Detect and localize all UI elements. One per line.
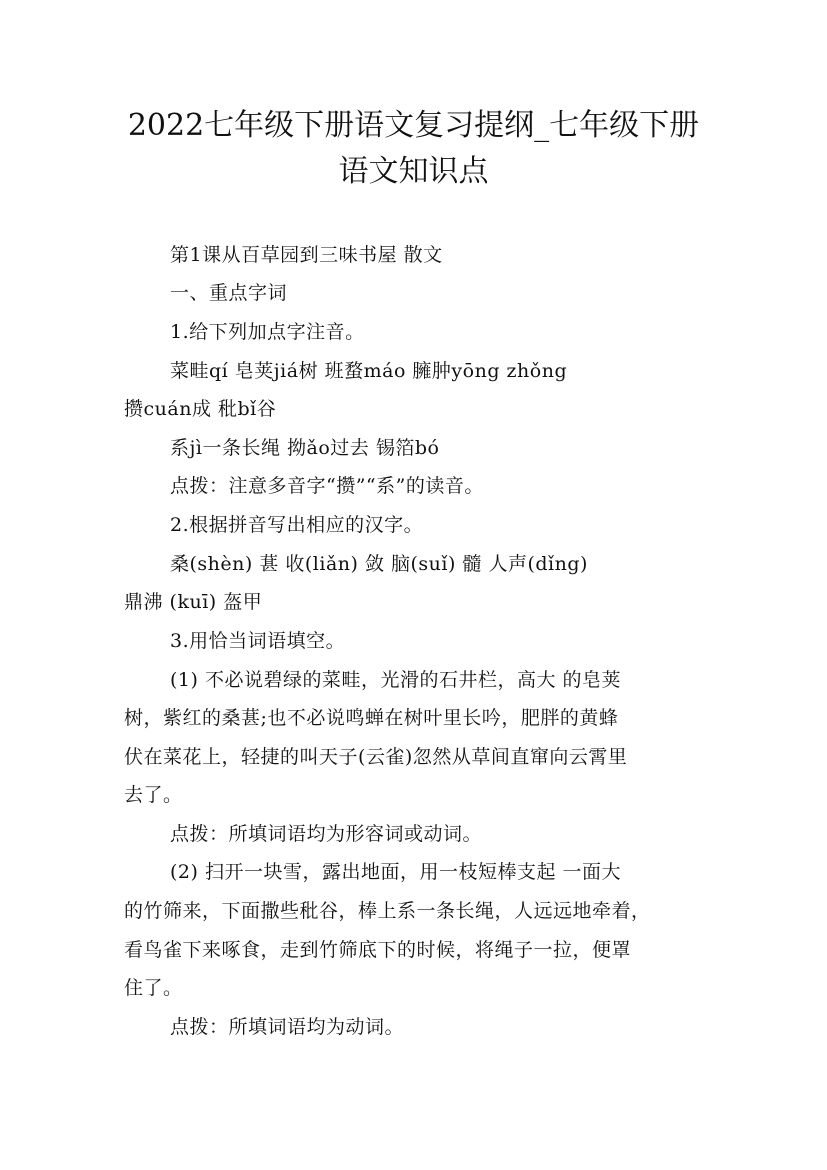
document-title-line-2: 语文知识点 bbox=[338, 154, 489, 189]
exercise-heading-1: 1.给下列加点字注音。 bbox=[170, 321, 365, 343]
passage-1-line-1: (1) 不必说碧绿的菜畦，光滑的石井栏，高大 的皂荚 bbox=[170, 669, 621, 691]
section-heading: 一、重点字词 bbox=[170, 282, 288, 304]
tip-line-2: 点拨：所填词语均为形容词或动词。 bbox=[170, 823, 483, 845]
hanzi-line-2: 鼎沸 (kuī) 盔甲 bbox=[124, 591, 263, 613]
tip-line-3: 点拨：所填词语均为动词。 bbox=[170, 1016, 405, 1038]
passage-1-line-4: 去了。 bbox=[124, 784, 183, 806]
passage-2-line-4: 住了。 bbox=[124, 977, 183, 999]
pinyin-line-2: 攒cuán成 秕bǐ谷 bbox=[124, 398, 277, 420]
passage-2-line-1: (2) 扫开一块雪，露出地面，用一枝短棒支起 一面大 bbox=[170, 861, 621, 883]
pinyin-line-3: 系jì一条长绳 拗ǎo过去 锡箔bó bbox=[170, 437, 440, 459]
tip-line-1: 点拨：注意多音字“攒”“系”的读音。 bbox=[170, 475, 484, 497]
exercise-heading-3: 3.用恰当词语填空。 bbox=[170, 630, 346, 652]
passage-1-line-2: 树，紫红的桑葚;也不必说鸣蝉在树叶里长吟，肥胖的黄蜂 bbox=[124, 707, 619, 729]
hanzi-line-1: 桑(shèn) 葚 收(liǎn) 敛 脑(suǐ) 髓 人声(dǐng) bbox=[170, 553, 588, 575]
passage-2-line-3: 看鸟雀下来啄食，走到竹筛底下的时候，将绳子一拉，便罩 bbox=[124, 939, 632, 961]
passage-2-line-2: 的竹筛来，下面撒些秕谷，棒上系一条长绳，人远远地牵着， bbox=[124, 900, 651, 922]
lesson-heading: 第1课从百草园到三味书屋 散文 bbox=[170, 244, 443, 266]
passage-1-line-3: 伏在菜花上，轻捷的叫天子(云雀)忽然从草间直窜向云霄里 bbox=[124, 746, 628, 768]
exercise-heading-2: 2.根据拼音写出相应的汉字。 bbox=[170, 514, 424, 536]
document-title-line-1: 2022七年级下册语文复习提纲_七年级下册 bbox=[127, 108, 700, 143]
pinyin-line-1: 菜畦qí 皂荚jiá树 班蝥máo 臃肿yōng zhǒng bbox=[170, 360, 568, 382]
